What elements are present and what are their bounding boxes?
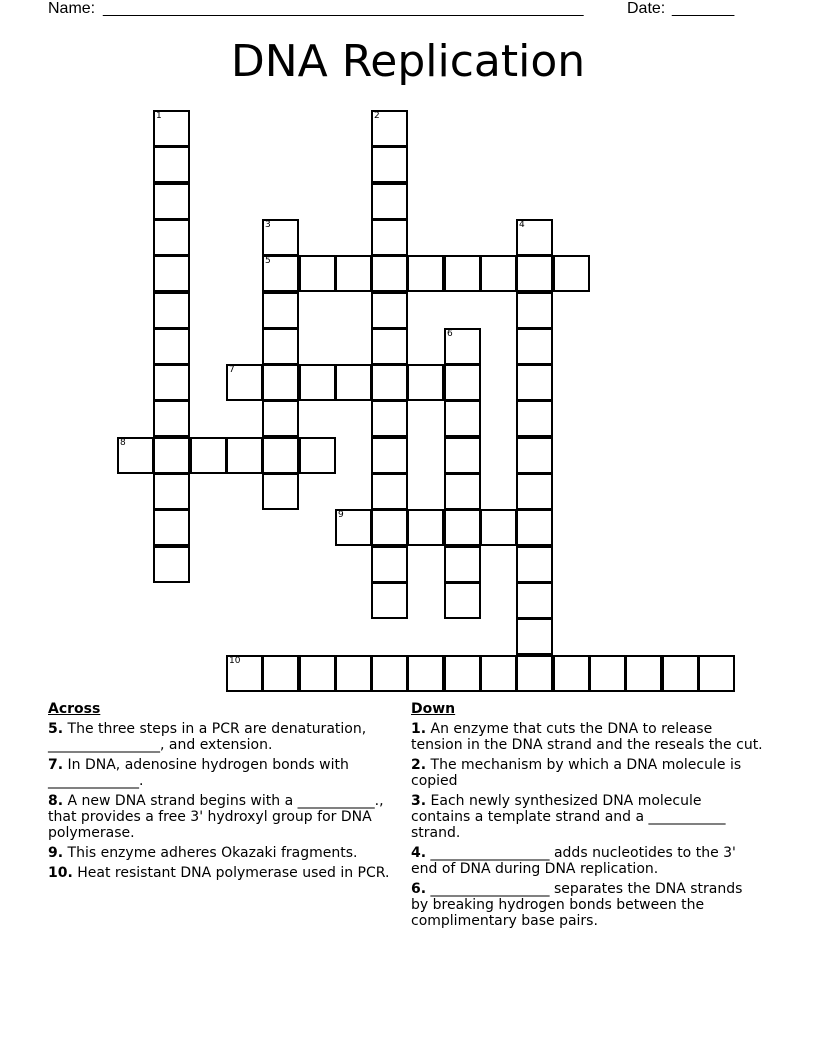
clue-number: 10. bbox=[48, 865, 73, 881]
clue-item bbox=[48, 845, 394, 861]
grid-cell[interactable] bbox=[299, 437, 336, 474]
clue-item bbox=[48, 793, 394, 841]
grid-cell[interactable] bbox=[153, 292, 190, 329]
grid-cell[interactable] bbox=[299, 364, 336, 401]
clue-number: 8. bbox=[48, 793, 64, 809]
grid-cell[interactable] bbox=[262, 255, 299, 292]
grid-cell[interactable] bbox=[299, 255, 336, 292]
grid-cell[interactable] bbox=[516, 400, 553, 437]
grid-cell[interactable] bbox=[153, 110, 190, 147]
grid-cell[interactable] bbox=[262, 655, 299, 692]
clue-item bbox=[411, 793, 763, 841]
grid-cell[interactable] bbox=[407, 655, 444, 692]
cell-number: 2 bbox=[374, 111, 380, 121]
cell-number: 7 bbox=[229, 365, 235, 375]
cell-number: 8 bbox=[120, 438, 126, 448]
grid-cell[interactable] bbox=[262, 437, 299, 474]
grid-cell[interactable] bbox=[262, 473, 299, 510]
grid-cell[interactable] bbox=[371, 437, 408, 474]
grid-cell[interactable] bbox=[516, 509, 553, 546]
grid-cell[interactable] bbox=[698, 655, 735, 692]
grid-cell[interactable] bbox=[553, 655, 590, 692]
grid-cell[interactable] bbox=[516, 255, 553, 292]
grid-cell[interactable] bbox=[371, 364, 408, 401]
grid-cell[interactable] bbox=[444, 400, 481, 437]
grid-cell[interactable] bbox=[444, 509, 481, 546]
grid-cell[interactable] bbox=[444, 655, 481, 692]
grid-cell[interactable] bbox=[516, 364, 553, 401]
clue-item bbox=[48, 757, 394, 789]
clue-item bbox=[411, 881, 763, 929]
grid-cell[interactable] bbox=[516, 473, 553, 510]
clue-item bbox=[48, 865, 394, 881]
down-clue-list bbox=[411, 721, 763, 929]
clue-text: The three steps in a PCR are denaturation, ________________, and extension. bbox=[48, 721, 367, 753]
cell-number: 4 bbox=[519, 220, 525, 230]
clue-item bbox=[411, 757, 763, 789]
grid-cell[interactable] bbox=[444, 328, 481, 365]
down-heading: Down bbox=[411, 701, 456, 717]
clue-number: 6. bbox=[411, 881, 427, 897]
date-blank[interactable]: _______ bbox=[672, 0, 735, 17]
cell-number: 10 bbox=[229, 656, 241, 666]
grid-cell[interactable] bbox=[407, 364, 444, 401]
grid-cell[interactable] bbox=[444, 546, 481, 583]
grid-cell[interactable] bbox=[516, 546, 553, 583]
across-clue-list bbox=[48, 721, 394, 881]
grid-cell[interactable] bbox=[371, 146, 408, 183]
clue-item bbox=[411, 721, 763, 753]
grid-cell[interactable] bbox=[371, 509, 408, 546]
grid-cell[interactable] bbox=[153, 509, 190, 546]
grid-cell[interactable] bbox=[335, 509, 372, 546]
grid-cell[interactable] bbox=[516, 219, 553, 256]
grid-cell[interactable] bbox=[480, 255, 517, 292]
grid-cell[interactable] bbox=[480, 655, 517, 692]
clue-text: An enzyme that cuts the DNA to release tension in the DNA strand and the reseals the cut. bbox=[411, 721, 763, 753]
grid-cell[interactable] bbox=[444, 582, 481, 619]
clue-number: 2. bbox=[411, 757, 427, 773]
grid-cell[interactable] bbox=[480, 509, 517, 546]
grid-cell[interactable] bbox=[589, 655, 626, 692]
clue-number: 7. bbox=[48, 757, 64, 773]
grid-cell[interactable] bbox=[226, 437, 263, 474]
grid-cell[interactable] bbox=[153, 364, 190, 401]
grid-cell[interactable] bbox=[262, 364, 299, 401]
grid-cell[interactable] bbox=[299, 655, 336, 692]
grid-cell[interactable] bbox=[371, 219, 408, 256]
across-heading: Across bbox=[48, 701, 101, 717]
grid-cell[interactable] bbox=[335, 655, 372, 692]
clue-text: Each newly synthesized DNA molecule contains a template strand and a ___________ strand. bbox=[411, 793, 726, 841]
grid-cell[interactable] bbox=[153, 219, 190, 256]
clue-item bbox=[411, 845, 763, 877]
cell-number: 6 bbox=[447, 329, 453, 339]
grid-cell[interactable] bbox=[516, 582, 553, 619]
grid-cell[interactable] bbox=[371, 655, 408, 692]
clue-text: This enzyme adheres Okazaki fragments. bbox=[67, 845, 358, 861]
page-title: DNA Replication bbox=[230, 36, 586, 87]
grid-cell[interactable] bbox=[371, 255, 408, 292]
grid-cell[interactable] bbox=[153, 183, 190, 220]
grid-cell[interactable] bbox=[153, 546, 190, 583]
grid-cell[interactable] bbox=[371, 110, 408, 147]
clue-number: 1. bbox=[411, 721, 427, 737]
grid-cell[interactable] bbox=[262, 328, 299, 365]
grid-cell[interactable] bbox=[153, 328, 190, 365]
clue-text: A new DNA strand begins with a ___________., that provides a free 3' hydroxyl group for DNA polymerase. bbox=[48, 793, 384, 841]
clue-item bbox=[48, 721, 394, 753]
clue-number: 4. bbox=[411, 845, 427, 861]
grid-cell[interactable] bbox=[262, 219, 299, 256]
cell-number: 9 bbox=[338, 510, 344, 520]
grid-cell[interactable] bbox=[153, 146, 190, 183]
grid-cell[interactable] bbox=[190, 437, 227, 474]
grid-cell[interactable] bbox=[444, 437, 481, 474]
grid-cell[interactable] bbox=[407, 255, 444, 292]
grid-cell[interactable] bbox=[553, 255, 590, 292]
grid-cell[interactable] bbox=[662, 655, 699, 692]
grid-cell[interactable] bbox=[625, 655, 662, 692]
grid-cell[interactable] bbox=[516, 437, 553, 474]
grid-cell[interactable] bbox=[153, 400, 190, 437]
clue-number: 9. bbox=[48, 845, 64, 861]
grid-cell[interactable] bbox=[516, 618, 553, 655]
grid-cell[interactable] bbox=[226, 364, 263, 401]
grid-cell[interactable] bbox=[371, 473, 408, 510]
grid-cell[interactable] bbox=[371, 582, 408, 619]
clue-text: In DNA, adenosine hydrogen bonds with _____________. bbox=[48, 757, 349, 789]
clue-text: _________________ separates the DNA strands by breaking hydrogen bonds between the complimentary base pairs. bbox=[411, 881, 743, 929]
grid-cell[interactable] bbox=[371, 328, 408, 365]
grid-cell[interactable] bbox=[516, 655, 553, 692]
grid-cell[interactable] bbox=[371, 400, 408, 437]
grid-cell[interactable] bbox=[371, 546, 408, 583]
grid-cell[interactable] bbox=[262, 400, 299, 437]
grid-cell[interactable] bbox=[335, 364, 372, 401]
cell-number: 3 bbox=[265, 220, 271, 230]
down-clues bbox=[411, 701, 763, 933]
cell-number: 1 bbox=[156, 111, 162, 121]
grid-cell[interactable] bbox=[153, 437, 190, 474]
clue-number: 5. bbox=[48, 721, 64, 737]
grid-cell[interactable] bbox=[262, 292, 299, 329]
grid-cell[interactable] bbox=[444, 473, 481, 510]
date-label: Date: bbox=[627, 0, 666, 17]
clue-text: Heat resistant DNA polymerase used in PCR. bbox=[77, 865, 390, 881]
grid-cell[interactable] bbox=[226, 655, 263, 692]
cell-number: 5 bbox=[265, 256, 271, 266]
grid-cell[interactable] bbox=[444, 364, 481, 401]
clue-text: The mechanism by which a DNA molecule is copied bbox=[411, 757, 742, 789]
grid-cell[interactable] bbox=[117, 437, 154, 474]
grid-cell[interactable] bbox=[153, 255, 190, 292]
grid-cell[interactable] bbox=[335, 255, 372, 292]
name-blank[interactable]: ______________________________________________________ bbox=[103, 0, 584, 17]
grid-cell[interactable] bbox=[516, 328, 553, 365]
grid-cell[interactable] bbox=[516, 292, 553, 329]
grid-cell[interactable] bbox=[407, 509, 444, 546]
clue-text: _________________ adds nucleotides to the 3' end of DNA during DNA replication. bbox=[411, 845, 736, 877]
across-clues bbox=[48, 701, 394, 885]
grid-cell[interactable] bbox=[371, 292, 408, 329]
grid-cell[interactable] bbox=[153, 473, 190, 510]
grid-cell[interactable] bbox=[444, 255, 481, 292]
clue-number: 3. bbox=[411, 793, 427, 809]
grid-cell[interactable] bbox=[371, 183, 408, 220]
name-label: Name: bbox=[48, 0, 96, 17]
